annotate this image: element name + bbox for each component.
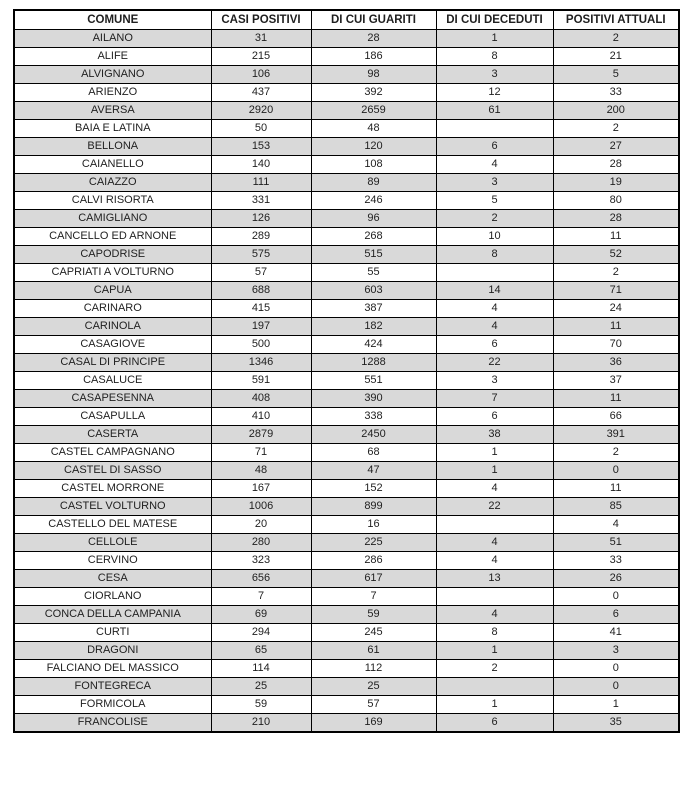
comune-cell: CARINOLA — [14, 318, 211, 336]
value-cell: 96 — [311, 210, 436, 228]
table-row — [14, 516, 679, 534]
value-cell: 8 — [436, 48, 553, 66]
table-row — [14, 66, 679, 84]
table-row — [14, 138, 679, 156]
value-cell: 2 — [436, 660, 553, 678]
value-cell: 2 — [553, 120, 679, 138]
value-cell: 591 — [211, 372, 311, 390]
covid-cases-table — [13, 9, 680, 733]
value-cell — [436, 264, 553, 282]
table-row — [14, 84, 679, 102]
table-row — [14, 156, 679, 174]
table-row — [14, 696, 679, 714]
column-header-2: DI CUI GUARITI — [311, 10, 436, 30]
comune-cell: FORMICOLA — [14, 696, 211, 714]
value-cell: 112 — [311, 660, 436, 678]
value-cell: 140 — [211, 156, 311, 174]
value-cell: 225 — [311, 534, 436, 552]
value-cell — [436, 516, 553, 534]
table-row — [14, 390, 679, 408]
value-cell: 11 — [553, 480, 679, 498]
comune-cell: AVERSA — [14, 102, 211, 120]
value-cell: 2659 — [311, 102, 436, 120]
value-cell: 52 — [553, 246, 679, 264]
value-cell: 80 — [553, 192, 679, 210]
value-cell: 27 — [553, 138, 679, 156]
value-cell: 37 — [553, 372, 679, 390]
value-cell: 245 — [311, 624, 436, 642]
table-row — [14, 660, 679, 678]
value-cell: 617 — [311, 570, 436, 588]
value-cell: 7 — [436, 390, 553, 408]
value-cell: 4 — [436, 552, 553, 570]
value-cell: 1 — [553, 696, 679, 714]
value-cell: 66 — [553, 408, 679, 426]
value-cell: 3 — [436, 66, 553, 84]
value-cell: 1 — [436, 642, 553, 660]
table-row — [14, 354, 679, 372]
value-cell: 57 — [311, 696, 436, 714]
value-cell: 48 — [311, 120, 436, 138]
value-cell: 437 — [211, 84, 311, 102]
comune-cell: CASTEL VOLTURNO — [14, 498, 211, 516]
value-cell: 59 — [311, 606, 436, 624]
value-cell: 41 — [553, 624, 679, 642]
table-row — [14, 444, 679, 462]
table-row — [14, 228, 679, 246]
table-row — [14, 426, 679, 444]
value-cell: 603 — [311, 282, 436, 300]
comune-cell: CELLOLE — [14, 534, 211, 552]
value-cell: 6 — [436, 336, 553, 354]
comune-cell: ALVIGNANO — [14, 66, 211, 84]
value-cell: 200 — [553, 102, 679, 120]
value-cell: 55 — [311, 264, 436, 282]
table-row — [14, 120, 679, 138]
comune-cell: FALCIANO DEL MASSICO — [14, 660, 211, 678]
value-cell: 0 — [553, 678, 679, 696]
value-cell: 7 — [311, 588, 436, 606]
column-header-1: CASI POSITIVI — [211, 10, 311, 30]
value-cell: 47 — [311, 462, 436, 480]
value-cell: 0 — [553, 660, 679, 678]
comune-cell: CARINARO — [14, 300, 211, 318]
table-row — [14, 480, 679, 498]
value-cell: 33 — [553, 84, 679, 102]
value-cell: 294 — [211, 624, 311, 642]
value-cell: 2 — [553, 30, 679, 48]
value-cell: 2450 — [311, 426, 436, 444]
value-cell: 575 — [211, 246, 311, 264]
value-cell: 68 — [311, 444, 436, 462]
value-cell: 65 — [211, 642, 311, 660]
value-cell: 11 — [553, 318, 679, 336]
value-cell: 286 — [311, 552, 436, 570]
value-cell: 0 — [553, 588, 679, 606]
value-cell: 387 — [311, 300, 436, 318]
value-cell: 50 — [211, 120, 311, 138]
value-cell: 4 — [436, 480, 553, 498]
value-cell: 114 — [211, 660, 311, 678]
column-header-4: POSITIVI ATTUALI — [553, 10, 679, 30]
value-cell: 6 — [436, 408, 553, 426]
comune-cell: BAIA E LATINA — [14, 120, 211, 138]
table-row — [14, 336, 679, 354]
value-cell: 11 — [553, 390, 679, 408]
table-row — [14, 318, 679, 336]
column-header-3: DI CUI DECEDUTI — [436, 10, 553, 30]
table-row — [14, 552, 679, 570]
value-cell: 31 — [211, 30, 311, 48]
comune-cell: CASTELLO DEL MATESE — [14, 516, 211, 534]
value-cell: 2 — [553, 264, 679, 282]
value-cell: 51 — [553, 534, 679, 552]
value-cell: 1 — [436, 696, 553, 714]
value-cell: 1288 — [311, 354, 436, 372]
comune-cell: DRAGONI — [14, 642, 211, 660]
comune-cell: CESA — [14, 570, 211, 588]
value-cell: 69 — [211, 606, 311, 624]
table-body — [14, 30, 679, 733]
value-cell: 111 — [211, 174, 311, 192]
comune-cell: CAIAZZO — [14, 174, 211, 192]
value-cell: 26 — [553, 570, 679, 588]
value-cell: 25 — [311, 678, 436, 696]
value-cell: 1 — [436, 30, 553, 48]
value-cell: 71 — [553, 282, 679, 300]
value-cell: 8 — [436, 246, 553, 264]
comune-cell: CASAGIOVE — [14, 336, 211, 354]
comune-cell: CASAPULLA — [14, 408, 211, 426]
value-cell: 424 — [311, 336, 436, 354]
value-cell: 16 — [311, 516, 436, 534]
comune-cell: CAIANELLO — [14, 156, 211, 174]
value-cell: 59 — [211, 696, 311, 714]
value-cell: 10 — [436, 228, 553, 246]
table-row — [14, 372, 679, 390]
comune-cell: CAPRIATI A VOLTURNO — [14, 264, 211, 282]
value-cell: 2879 — [211, 426, 311, 444]
value-cell: 89 — [311, 174, 436, 192]
value-cell: 1 — [436, 462, 553, 480]
value-cell: 22 — [436, 354, 553, 372]
value-cell: 210 — [211, 714, 311, 733]
value-cell: 153 — [211, 138, 311, 156]
table-row — [14, 462, 679, 480]
table-row — [14, 246, 679, 264]
value-cell: 7 — [211, 588, 311, 606]
column-header-0: COMUNE — [14, 10, 211, 30]
value-cell: 1006 — [211, 498, 311, 516]
value-cell: 126 — [211, 210, 311, 228]
value-cell: 5 — [436, 192, 553, 210]
value-cell: 22 — [436, 498, 553, 516]
value-cell: 167 — [211, 480, 311, 498]
table-row — [14, 30, 679, 48]
comune-cell: AILANO — [14, 30, 211, 48]
value-cell: 3 — [553, 642, 679, 660]
value-cell: 70 — [553, 336, 679, 354]
table-row — [14, 606, 679, 624]
comune-cell: CASAPESENNA — [14, 390, 211, 408]
value-cell — [436, 678, 553, 696]
value-cell: 4 — [436, 300, 553, 318]
value-cell: 6 — [436, 138, 553, 156]
value-cell: 415 — [211, 300, 311, 318]
comune-cell: CASTEL DI SASSO — [14, 462, 211, 480]
value-cell: 3 — [436, 372, 553, 390]
value-cell: 14 — [436, 282, 553, 300]
table-row — [14, 102, 679, 120]
table-row — [14, 534, 679, 552]
value-cell: 197 — [211, 318, 311, 336]
value-cell: 410 — [211, 408, 311, 426]
value-cell: 106 — [211, 66, 311, 84]
comune-cell: CERVINO — [14, 552, 211, 570]
value-cell: 108 — [311, 156, 436, 174]
table-row — [14, 264, 679, 282]
table-row — [14, 678, 679, 696]
value-cell: 323 — [211, 552, 311, 570]
value-cell: 2920 — [211, 102, 311, 120]
value-cell: 61 — [311, 642, 436, 660]
value-cell — [436, 588, 553, 606]
table-row — [14, 570, 679, 588]
value-cell: 4 — [553, 516, 679, 534]
value-cell: 38 — [436, 426, 553, 444]
table-row — [14, 624, 679, 642]
value-cell: 899 — [311, 498, 436, 516]
value-cell: 6 — [553, 606, 679, 624]
value-cell: 36 — [553, 354, 679, 372]
value-cell: 6 — [436, 714, 553, 733]
value-cell: 28 — [311, 30, 436, 48]
comune-cell: CAMIGLIANO — [14, 210, 211, 228]
value-cell: 33 — [553, 552, 679, 570]
comune-cell: CASTEL MORRONE — [14, 480, 211, 498]
value-cell: 25 — [211, 678, 311, 696]
value-cell: 4 — [436, 318, 553, 336]
value-cell: 98 — [311, 66, 436, 84]
value-cell: 289 — [211, 228, 311, 246]
comune-cell: CALVI RISORTA — [14, 192, 211, 210]
value-cell: 3 — [436, 174, 553, 192]
value-cell: 338 — [311, 408, 436, 426]
comune-cell: CASERTA — [14, 426, 211, 444]
value-cell: 71 — [211, 444, 311, 462]
value-cell: 21 — [553, 48, 679, 66]
value-cell: 8 — [436, 624, 553, 642]
value-cell: 392 — [311, 84, 436, 102]
value-cell: 2 — [436, 210, 553, 228]
table-row — [14, 48, 679, 66]
value-cell: 1346 — [211, 354, 311, 372]
value-cell: 35 — [553, 714, 679, 733]
value-cell: 48 — [211, 462, 311, 480]
comune-cell: BELLONA — [14, 138, 211, 156]
value-cell: 28 — [553, 210, 679, 228]
comune-cell: FRANCOLISE — [14, 714, 211, 733]
comune-cell: ALIFE — [14, 48, 211, 66]
table-row — [14, 300, 679, 318]
value-cell: 0 — [553, 462, 679, 480]
table-row — [14, 498, 679, 516]
table-row — [14, 408, 679, 426]
value-cell: 20 — [211, 516, 311, 534]
comune-cell: CASAL DI PRINCIPE — [14, 354, 211, 372]
value-cell: 12 — [436, 84, 553, 102]
value-cell: 391 — [553, 426, 679, 444]
table-row — [14, 714, 679, 733]
comune-cell: CASALUCE — [14, 372, 211, 390]
table-row — [14, 642, 679, 660]
value-cell: 1 — [436, 444, 553, 462]
value-cell: 4 — [436, 534, 553, 552]
value-cell: 268 — [311, 228, 436, 246]
comune-cell: CASTEL CAMPAGNANO — [14, 444, 211, 462]
value-cell: 246 — [311, 192, 436, 210]
value-cell: 169 — [311, 714, 436, 733]
value-cell: 152 — [311, 480, 436, 498]
table-header-row — [14, 10, 679, 30]
value-cell: 2 — [553, 444, 679, 462]
value-cell: 57 — [211, 264, 311, 282]
value-cell: 85 — [553, 498, 679, 516]
comune-cell: CAPODRISE — [14, 246, 211, 264]
value-cell: 390 — [311, 390, 436, 408]
value-cell: 331 — [211, 192, 311, 210]
value-cell: 280 — [211, 534, 311, 552]
value-cell: 19 — [553, 174, 679, 192]
covid-table-container — [13, 9, 680, 733]
value-cell: 120 — [311, 138, 436, 156]
comune-cell: CANCELLO ED ARNONE — [14, 228, 211, 246]
comune-cell: FONTEGRECA — [14, 678, 211, 696]
value-cell: 61 — [436, 102, 553, 120]
value-cell — [436, 120, 553, 138]
comune-cell: CURTI — [14, 624, 211, 642]
value-cell: 13 — [436, 570, 553, 588]
value-cell: 408 — [211, 390, 311, 408]
comune-cell: ARIENZO — [14, 84, 211, 102]
value-cell: 182 — [311, 318, 436, 336]
table-row — [14, 282, 679, 300]
value-cell: 215 — [211, 48, 311, 66]
value-cell: 688 — [211, 282, 311, 300]
table-row — [14, 174, 679, 192]
value-cell: 5 — [553, 66, 679, 84]
value-cell: 186 — [311, 48, 436, 66]
table-row — [14, 192, 679, 210]
value-cell: 551 — [311, 372, 436, 390]
value-cell: 500 — [211, 336, 311, 354]
value-cell: 515 — [311, 246, 436, 264]
value-cell: 4 — [436, 606, 553, 624]
value-cell: 28 — [553, 156, 679, 174]
comune-cell: CONCA DELLA CAMPANIA — [14, 606, 211, 624]
comune-cell: CIORLANO — [14, 588, 211, 606]
table-row — [14, 210, 679, 228]
comune-cell: CAPUA — [14, 282, 211, 300]
value-cell: 4 — [436, 156, 553, 174]
value-cell: 24 — [553, 300, 679, 318]
value-cell: 11 — [553, 228, 679, 246]
value-cell: 656 — [211, 570, 311, 588]
table-row — [14, 588, 679, 606]
